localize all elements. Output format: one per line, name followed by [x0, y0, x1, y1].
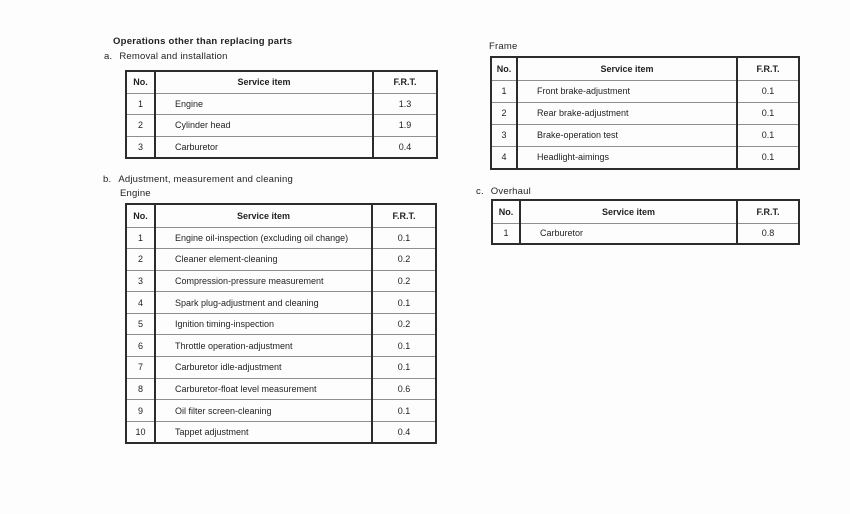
service-item: Compression-pressure measurement: [155, 270, 372, 292]
table-row: [126, 335, 436, 357]
col-header-frt: F.R.T.: [737, 57, 799, 80]
table-row: [126, 115, 437, 137]
frt-value: 0.1: [372, 292, 436, 314]
service-item: Tappet adjustment: [155, 421, 372, 443]
row-number: 6: [126, 335, 155, 357]
service-item: Carburetor idle-adjustment: [155, 357, 372, 379]
service-item: Front brake-adjustment: [517, 80, 737, 102]
service-item: Headlight-aimings: [517, 147, 737, 169]
table-row: [491, 102, 799, 124]
table-row: [126, 400, 436, 422]
section-c-label: c.: [476, 186, 484, 197]
col-header-frt: F.R.T.: [372, 204, 436, 227]
table-row: [126, 227, 436, 249]
table-row: [126, 270, 436, 292]
service-item: Engine: [155, 93, 373, 115]
table-header-row: [126, 204, 436, 227]
row-number: 1: [492, 223, 520, 244]
row-number: 9: [126, 400, 155, 422]
row-number: 7: [126, 357, 155, 379]
page-title: Operations other than replacing parts: [113, 36, 293, 47]
frt-value: 0.1: [737, 80, 799, 102]
frt-value: 0.2: [372, 270, 436, 292]
frt-value: 0.1: [737, 147, 799, 169]
row-number: 1: [491, 80, 517, 102]
table-row: [126, 421, 436, 443]
adjustment-engine-table: [125, 203, 437, 444]
section-a-heading: [104, 51, 228, 62]
overhaul-table: [491, 199, 800, 245]
table-row: [492, 223, 799, 244]
col-header-no: No.: [133, 77, 148, 88]
frt-value: 0.4: [373, 136, 437, 158]
removal-installation-table: [125, 70, 438, 159]
frt-value: 1.9: [373, 115, 437, 137]
row-number: 2: [126, 249, 155, 271]
table-row: [491, 124, 799, 146]
row-number: 2: [491, 102, 517, 124]
row-number: 4: [126, 292, 155, 314]
frt-value: 0.8: [737, 223, 799, 244]
frt-value: 0.4: [372, 421, 436, 443]
service-item: Cylinder head: [155, 115, 373, 137]
row-number: 10: [126, 421, 155, 443]
frame-section-title: Frame: [489, 41, 518, 52]
frt-value: 0.1: [372, 357, 436, 379]
row-number: 2: [126, 115, 155, 137]
section-a-label: a.: [104, 51, 113, 62]
frt-value: 0.1: [372, 227, 436, 249]
col-header-service-item: Service item: [517, 57, 737, 80]
table-row: [126, 93, 437, 115]
frt-value: 0.1: [372, 335, 436, 357]
row-number: 3: [491, 124, 517, 146]
row-number: 1: [126, 93, 155, 115]
frame-table: [490, 56, 800, 170]
frt-value: 0.1: [372, 400, 436, 422]
row-number: 3: [126, 136, 155, 158]
col-header-frt: F.R.T.: [373, 71, 437, 93]
service-item: Spark plug-adjustment and cleaning: [155, 292, 372, 314]
row-number: 1: [126, 227, 155, 249]
table-row: [491, 147, 799, 169]
section-b-label: b.: [103, 174, 112, 185]
service-item: Cleaner element-cleaning: [155, 249, 372, 271]
table-row: [126, 378, 436, 400]
col-header-no: No.: [496, 63, 512, 74]
row-number: 4: [491, 147, 517, 169]
table-row: [126, 313, 436, 335]
frt-value: 0.2: [372, 313, 436, 335]
frt-value: 0.2: [372, 249, 436, 271]
table-row: [126, 292, 436, 314]
service-item: Throttle operation-adjustment: [155, 335, 372, 357]
col-header-service-item: Service item: [155, 71, 373, 93]
frt-value: 1.3: [373, 93, 437, 115]
frt-value: 0.1: [737, 124, 799, 146]
section-c-heading: [476, 186, 531, 197]
section-b-title: Adjustment, measurement and cleaning: [118, 174, 293, 185]
service-item: Oil filter screen-cleaning: [155, 400, 372, 422]
col-header-frt: F.R.T.: [737, 200, 799, 223]
row-number: 5: [126, 313, 155, 335]
table-header-row: [491, 57, 799, 80]
service-item: Rear brake-adjustment: [517, 102, 737, 124]
section-b-subtitle: Engine: [120, 188, 151, 199]
service-item: Carburetor: [520, 223, 737, 244]
section-c-title: Overhaul: [490, 186, 531, 197]
service-item: Brake-operation test: [517, 124, 737, 146]
row-number: 8: [126, 378, 155, 400]
table-row: [126, 136, 437, 158]
frt-value: 0.6: [372, 378, 436, 400]
service-item: Engine oil-inspection (excluding oil change): [155, 227, 372, 249]
col-header-service-item: Service item: [520, 200, 737, 223]
frt-value: 0.1: [737, 102, 799, 124]
col-header-service-item: Service item: [155, 204, 372, 227]
table-header-row: [126, 71, 437, 93]
service-item: Carburetor: [155, 136, 373, 158]
row-number: 3: [126, 270, 155, 292]
section-a-title: Removal and installation: [119, 51, 228, 62]
table-row: [126, 249, 436, 271]
section-b-heading: [103, 174, 293, 185]
col-header-no: No.: [498, 206, 514, 217]
table-row: [491, 80, 799, 102]
service-item: Ignition timing-inspection: [155, 313, 372, 335]
col-header-no: No.: [133, 210, 148, 221]
service-item: Carburetor-float level measurement: [155, 378, 372, 400]
table-header-row: [492, 200, 799, 223]
table-row: [126, 357, 436, 379]
